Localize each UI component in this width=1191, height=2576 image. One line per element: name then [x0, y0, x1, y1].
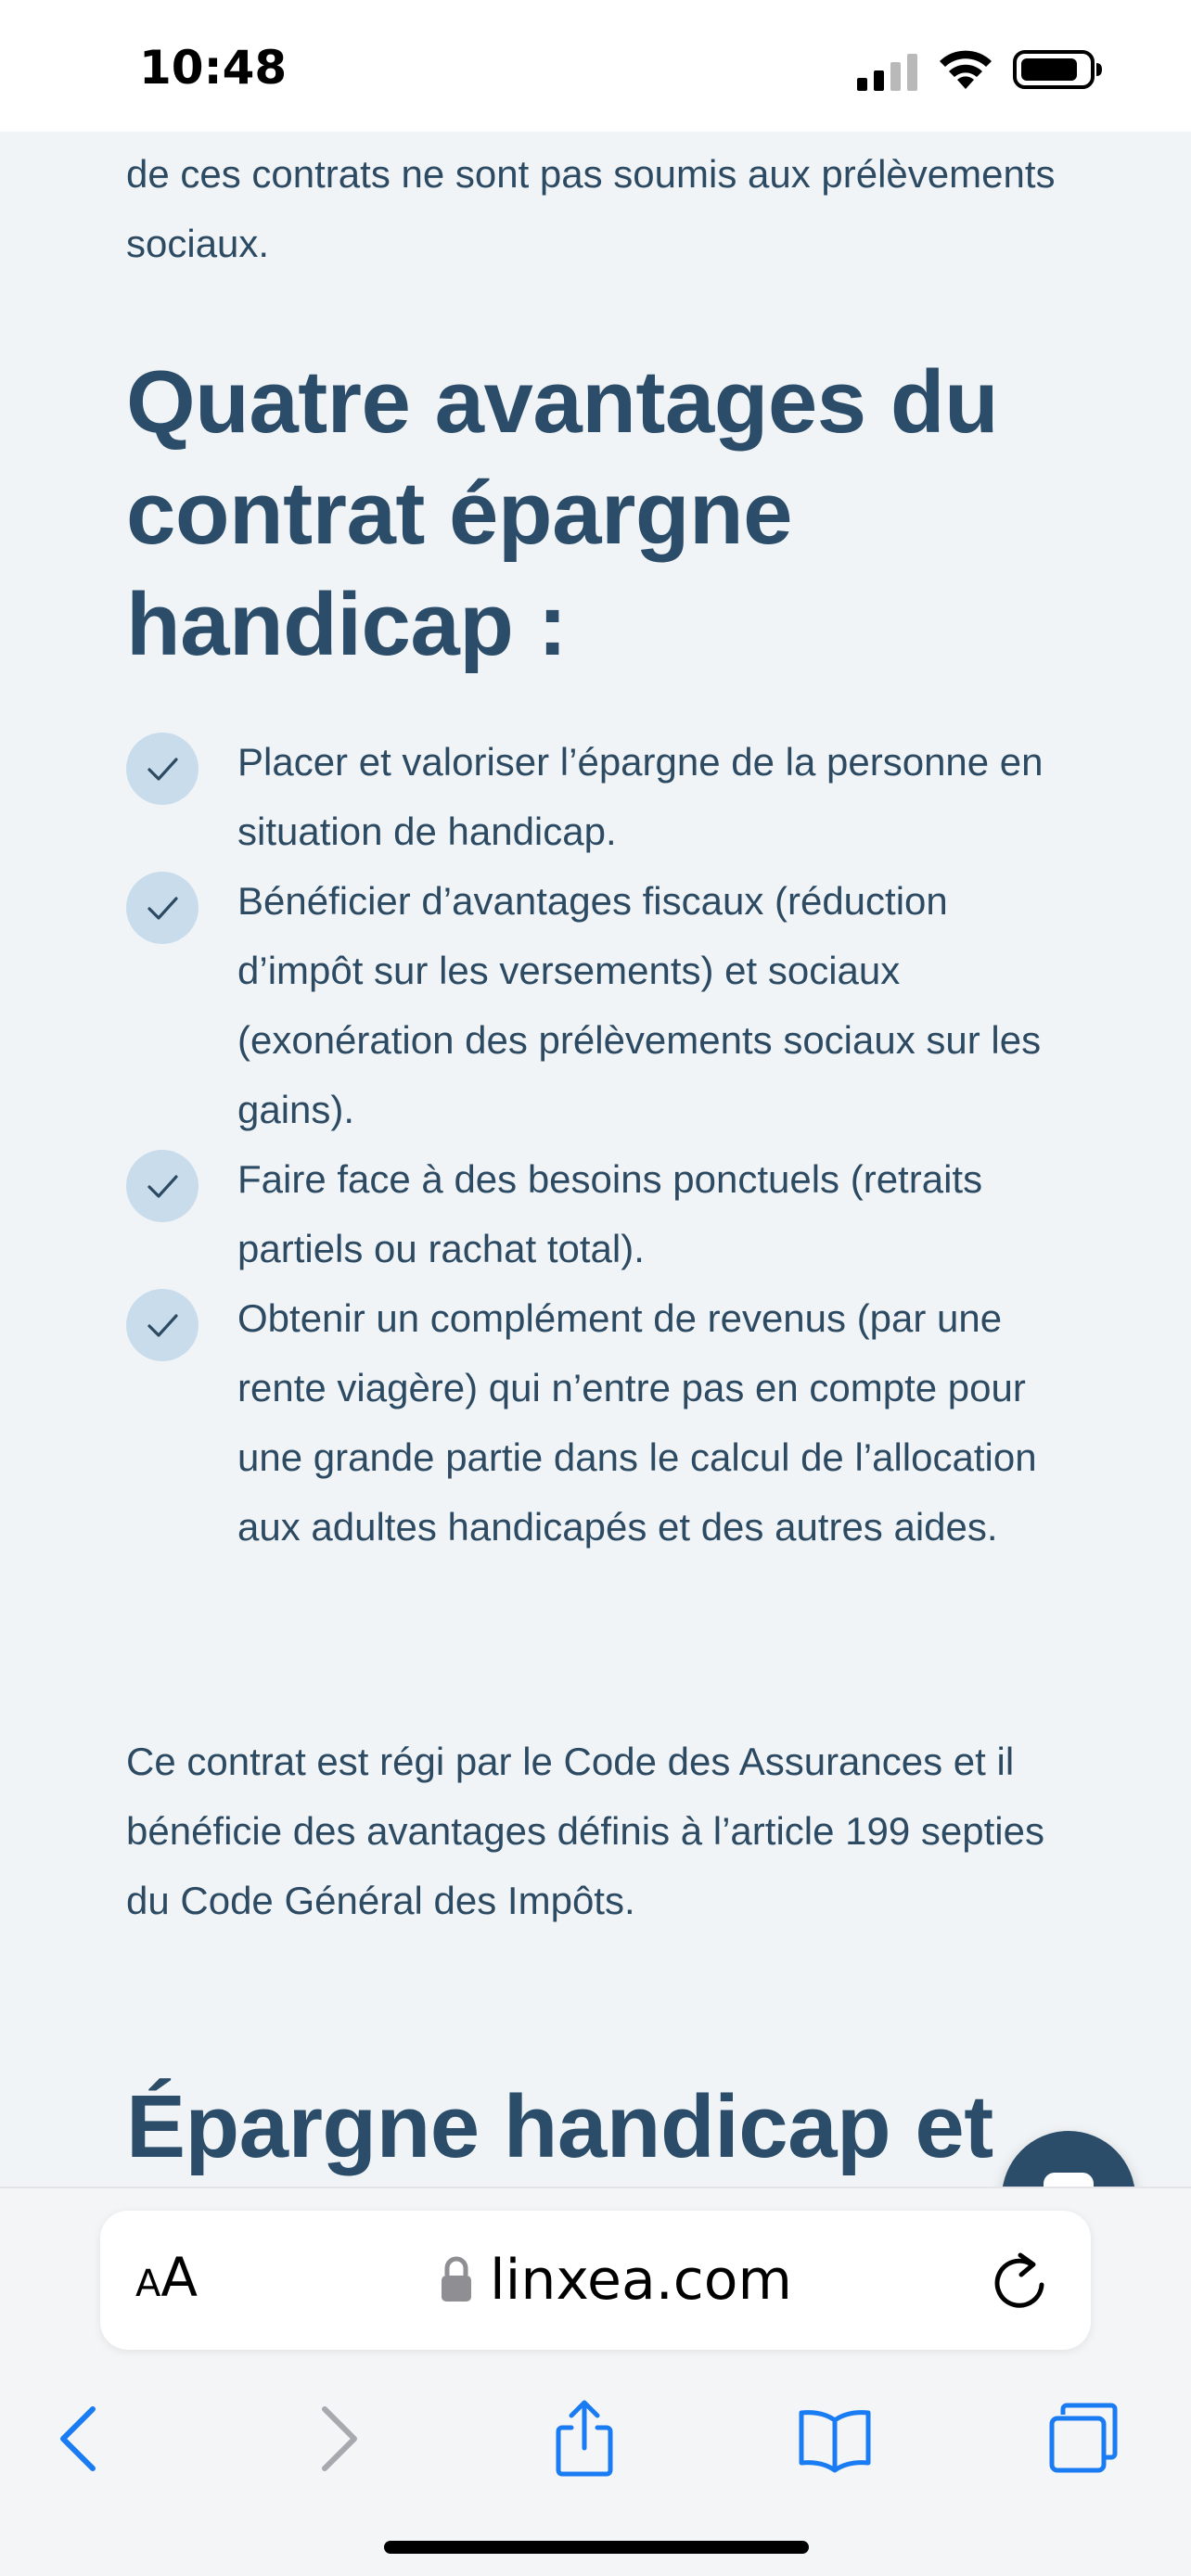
- closing-paragraph: Ce contrat est régi par le Code des Assurances et il bénéficie des avantages définis à l’article 199 septies du Code Général des Impôts.: [126, 1740, 1044, 1922]
- navigation-row: [0, 2374, 1191, 2485]
- article-content: [0, 132, 1191, 2187]
- signal-icon: [855, 54, 920, 91]
- tabs-icon: [1044, 2400, 1122, 2478]
- check-icon: [126, 872, 198, 944]
- lock-icon: [440, 2255, 473, 2303]
- benefit-item: [126, 1144, 1072, 1283]
- reader-small-a: A: [135, 2263, 161, 2305]
- tabs-button[interactable]: [1044, 2400, 1122, 2478]
- benefit-text: Obtenir un complément de revenus (par une rente viagère) qui n’entre pas en compte pour une grande partie dans le calcul de l’allocation aux adultes handicapés et des autres aides.: [237, 1296, 1037, 1549]
- battery-icon: [1013, 48, 1104, 91]
- chevron-left-icon: [41, 2400, 119, 2478]
- share-button[interactable]: [545, 2400, 623, 2478]
- benefit-text: Faire face à des besoins ponctuels (retraits partiels ou rachat total).: [237, 1157, 983, 1270]
- benefit-item: [126, 1283, 1072, 1562]
- back-button[interactable]: [41, 2400, 119, 2478]
- section-heading: Quatre avantages du contrat épargne handicap :: [126, 352, 999, 674]
- book-icon: [796, 2400, 874, 2478]
- check-icon: [126, 1150, 198, 1222]
- wifi-icon: [937, 48, 994, 91]
- share-icon: [545, 2400, 623, 2478]
- url-text[interactable]: linxea.com: [490, 2248, 792, 2313]
- reader-text-size-button[interactable]: [135, 2246, 198, 2315]
- chat-icon: [1036, 2165, 1101, 2187]
- home-indicator: [384, 2541, 809, 2554]
- intro-paragraph: de ces contrats ne sont pas soumis aux prélèvements sociaux.: [126, 152, 1056, 265]
- benefit-item: [126, 866, 1072, 1144]
- benefit-item: [126, 727, 1072, 866]
- address-bar[interactable]: [100, 2211, 1091, 2350]
- chevron-right-icon: [299, 2400, 377, 2478]
- forward-button[interactable]: [299, 2400, 377, 2478]
- status-bar: [0, 0, 1191, 132]
- benefit-text: Bénéficier d’avantages fiscaux (réduction d’impôt sur les versements) et sociaux (exonération des prélèvements sociaux sur les gains).: [237, 879, 1042, 1131]
- benefit-list: [126, 727, 1072, 1562]
- browser-toolbar: [0, 2187, 1191, 2576]
- check-icon: [126, 733, 198, 805]
- status-time: 10:48: [139, 41, 288, 95]
- next-section-heading: Épargne handicap et: [126, 2077, 993, 2176]
- reload-icon[interactable]: [991, 2250, 1048, 2311]
- check-icon: [126, 1289, 198, 1361]
- reader-big-a: A: [160, 2246, 198, 2309]
- benefit-text: Placer et valoriser l’épargne de la personne en situation de handicap.: [237, 740, 1044, 853]
- bookmarks-button[interactable]: [796, 2400, 874, 2478]
